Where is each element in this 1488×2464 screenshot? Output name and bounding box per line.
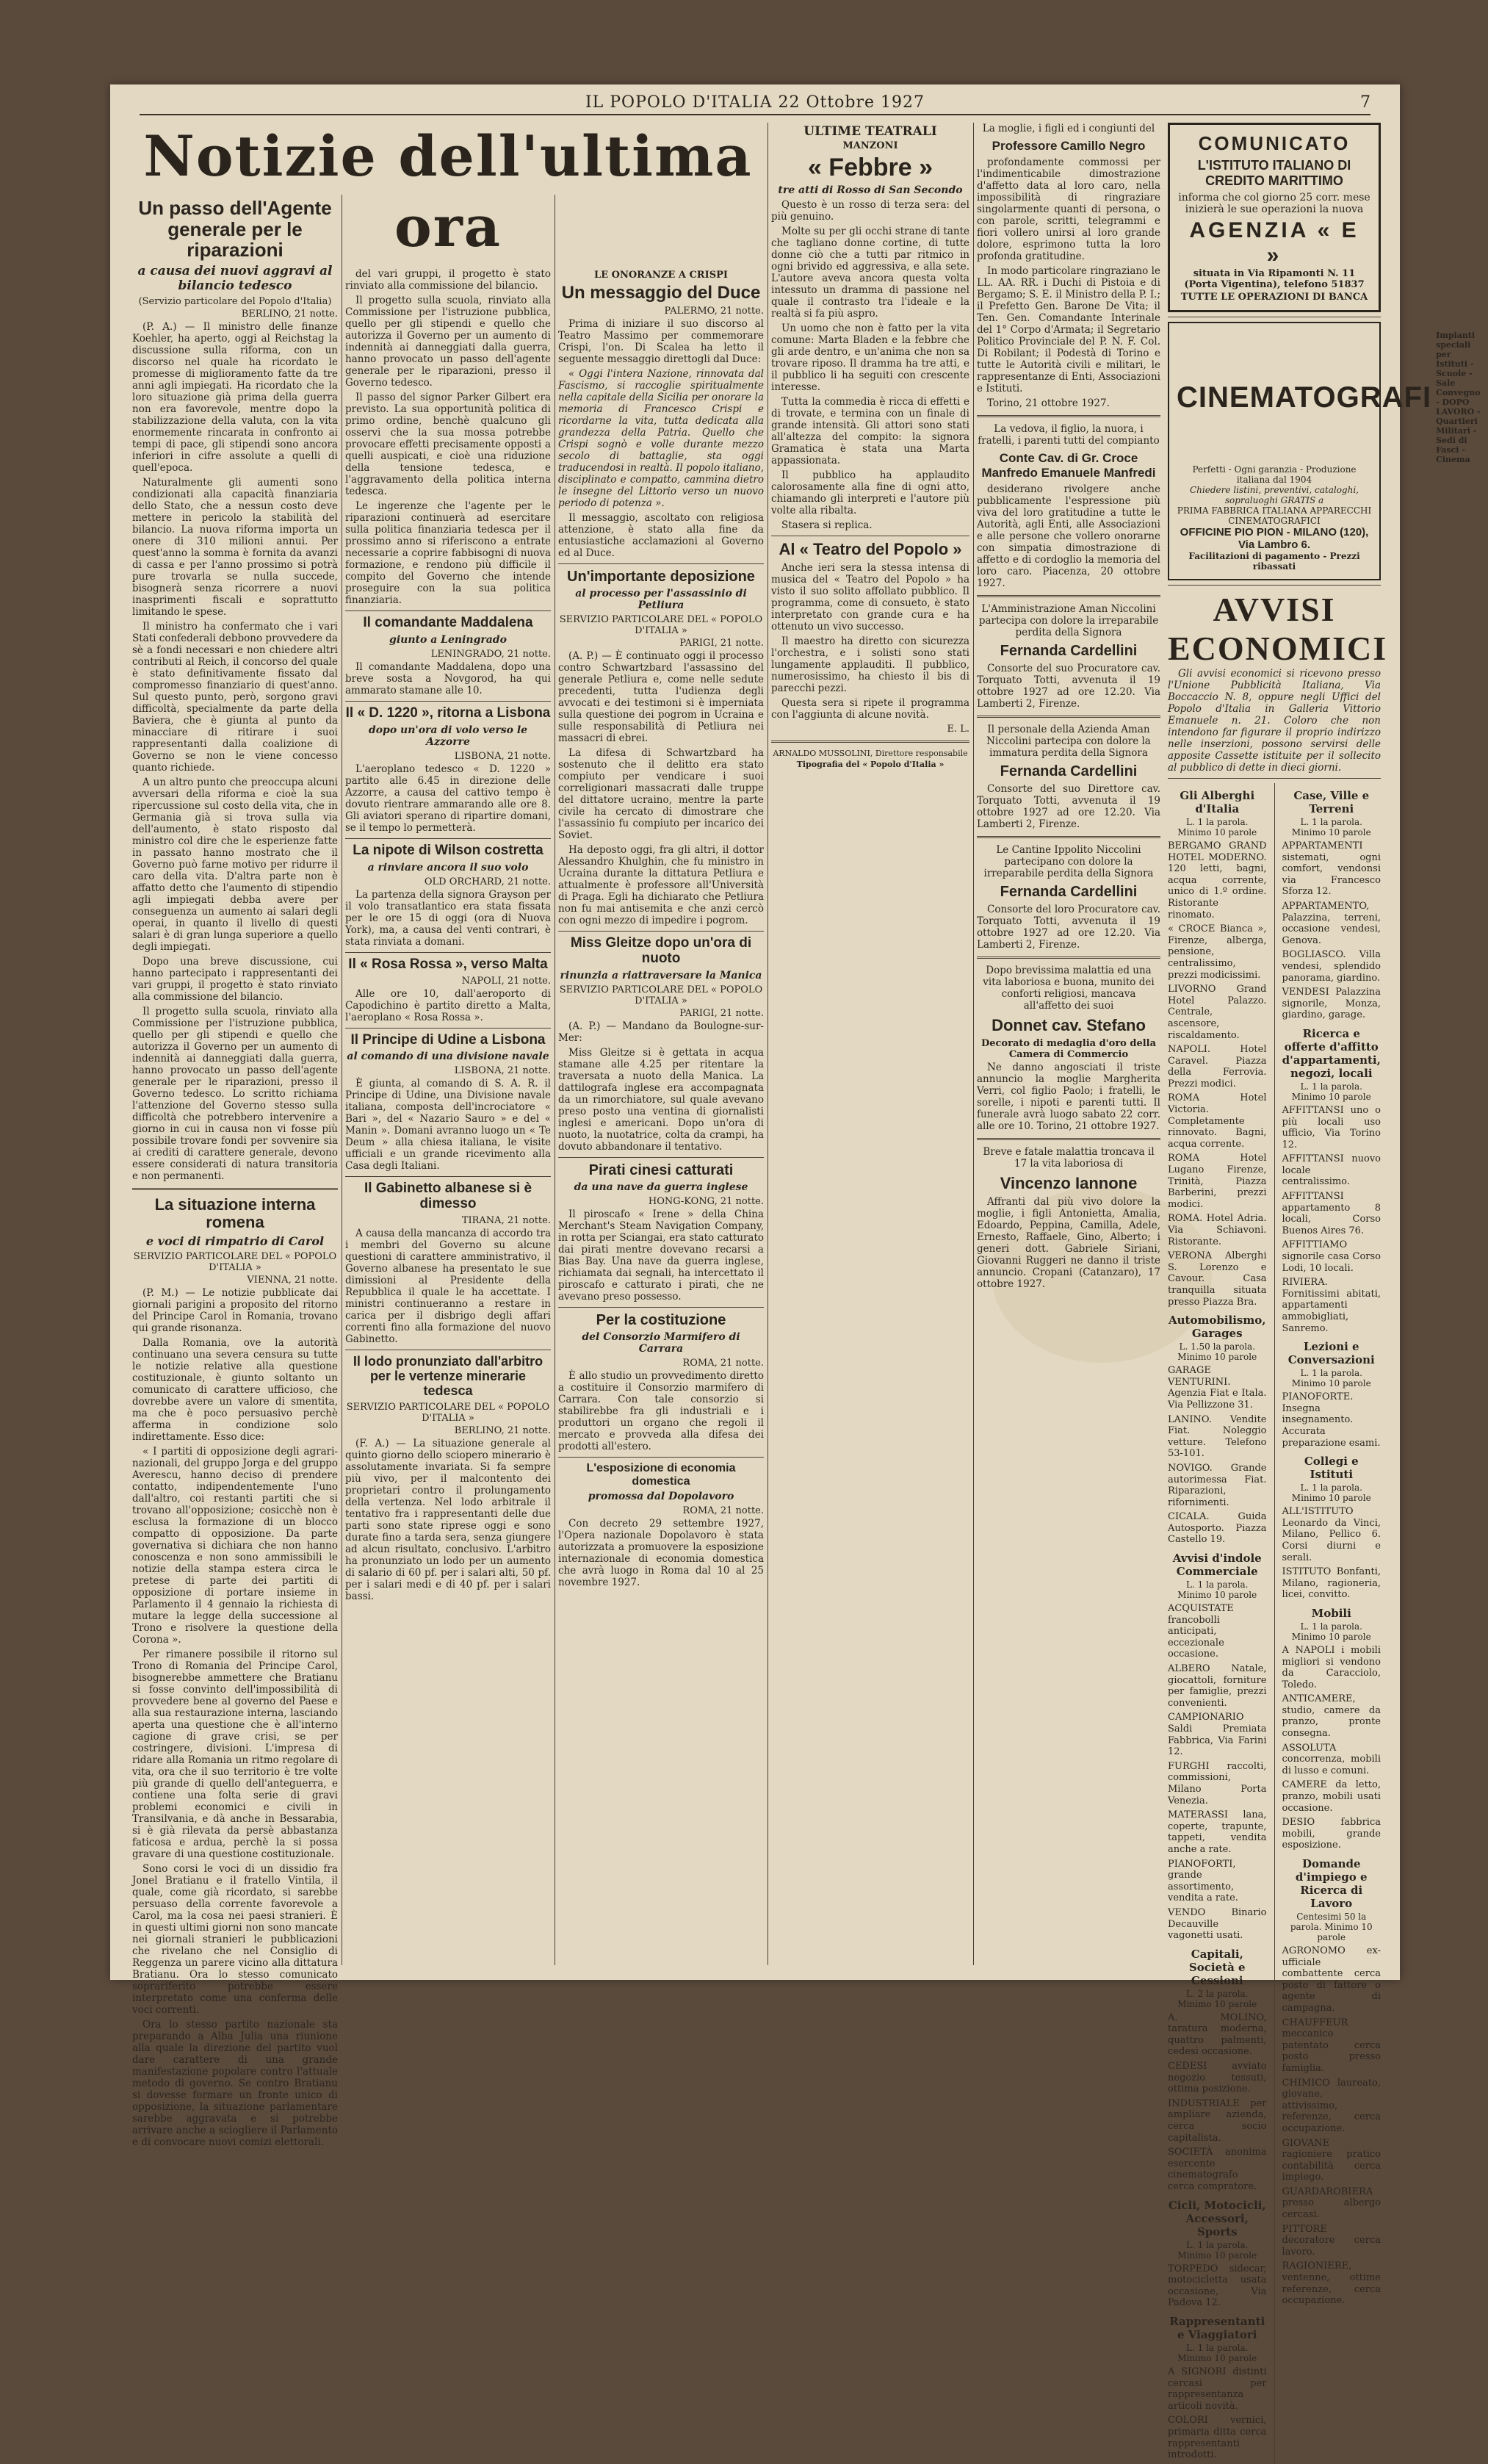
classified-ad: CAMERE da letto, pranzo, mobili usati occasione. (1282, 1779, 1381, 1814)
cinema-line: Chiedere listini, preventivi, cataloghi, sopraluoghi GRATIS a (1190, 485, 1359, 505)
dateline: PARIGI, 21 notte. (679, 638, 764, 649)
newspaper-page (110, 84, 1481, 2461)
article-paragraph: Il pubblico ha applaudito calorosamente alla fine di ogni atto, chiamando gli interpreti e l'autore più volte alla ribalta. (771, 469, 969, 517)
subhead: del Consorzio Marmifero di Carrara (582, 1331, 740, 1355)
headline-principe-udine: Il Principe di Udine a Lisbona (350, 1031, 546, 1048)
article-paragraph: Naturalmente gli aumenti sono condizionati alla capacità finanziaria dello Stato, che a nessun costo deve mettere in pericolo la stabilità del bilancio. La nuova riforma importa un onere di 310 milioni annui. Per quest'anno la somma è fornita da avanzi di cassa e per l'anno prossimo si potrà pure trovarla se nulla succede, bisognerà senza ricorrere a nuovi inasprimenti fiscali e soprattutto limitando le spese. (132, 476, 338, 618)
headline-esposizione: L'esposizione di economia domestica (586, 1462, 736, 1488)
obit-body: Affranti dal più vivo dolore la moglie, i figli Antonietta, Amalia, Edoardo, Peppina, Camilla, Adele, Ernesto, Raffaele, Gino, Alberto; i generi dott. Gabriele Siriani, Giovanni Ruggeri ne danno il triste annuncio. Cropani (Catanzaro), 17 ottobre 1927. (977, 1196, 1160, 1290)
classified-ad: ANTICAMERE, studio, camere da pranzo, pronte consegna. (1282, 1693, 1381, 1740)
subhead: dopo un'ora di volo verso le Azzorre (368, 724, 528, 748)
classified-category-title: Ricerca e offerte d'affitto d'appartamenti, negozi, locali (1282, 1026, 1381, 1080)
tipografia: Tipografia del « Popolo d'Italia » (796, 759, 945, 769)
classified-ad: ROMA Hotel Victoria. Completamente rinnovato. Bagni, acqua corrente. (1168, 1092, 1267, 1150)
article-paragraph: « Oggi l'intera Nazione, rinnovata dal Fascismo, si raccoglie spiritualmente nella capitale della Sicilia per onorare la memoria di Francesco Crispi e ricordarne la vita, tutta dedicata alla grandezza della Patria. Quello che Crispi sognò e volle durante mezzo secolo di battaglie, sta oggi traducendosi in realtà. Il popolo italiano, disciplinato e compatto, cammina dietro le insegne del Littorio verso un nuovo periodo di potenza ». (558, 368, 764, 510)
article-paragraph: Ha deposto oggi, fra gli altri, il dottor Alessandro Khulghin, che fu ministro in Ucraina durante la dittatura Petliura e attualmente è professore all'Università di Praga. Egli ha dichiarato che Petliura non fu mai antisemita e che anzi cercò con ogni mezzo di impedire i pogrom. (558, 844, 764, 927)
classified-ad: BOGLIASCO. Villa vendesi, splendido panorama, giardino. (1282, 949, 1381, 984)
classified-category-title: Gli Alberghi d'Italia (1180, 789, 1255, 815)
classified-category-title: Rappresentanti e Viaggiatori (1169, 2314, 1265, 2341)
dateline: TIRANA, 21 notte. (461, 1215, 551, 1227)
subhead: tre atti di Rosso di San Secondo (778, 184, 963, 197)
classified-category-title: Automobilismo, Garages (1169, 1314, 1266, 1341)
service-line: SERVIZIO PARTICOLARE DEL « POPOLO D'ITALIA » (346, 1401, 550, 1424)
obit-intro: Breve e fatale malattia troncava il 17 la vita laboriosa di (983, 1146, 1155, 1170)
article-paragraph: La partenza della signora Grayson per il volo transatlantico era stata fissata per le ore 15 di oggi (ora di Nuova York), ma, a causa del venti contrari, è stata rinviata a domani. (345, 888, 551, 948)
gerente: ARNALDO MUSSOLINI, Direttore responsabile (773, 748, 968, 758)
classified-ad: GARAGE VENTURINI. Agenzia Fiat e Itala. Via Pellizzone 31. (1168, 1365, 1267, 1411)
subhead: promossa dal Dopolavoro (588, 1491, 734, 1503)
headline-maddalena: Il comandante Maddalena (363, 615, 533, 630)
article-paragraph: Per rimanere possibile il ritorno sul Trono di Romania del Principe Carol, bisognerebbe ammettere che Bratianu si fosse convinto dell'impossibilità di provvedere bene al governo del Paese e alla sua restaurazione interna, lasciando aperta una questione che è all'interno cagione di grave crisi, se per costringere, divisioni. L'impresa di ridare alla Romania un ritmo regolare di vita, ora che il suo territorio è tre volte più grande di quello dell'anteguerra, e contiene una folta serie di gravi problemi economici e civili in Transilvania, e dà anche in Bessarabia, si è già rilevata da persè abbastanza faticosa e ardua, perchè la si possa gravare di una questione costituzionale. (132, 1649, 338, 1861)
classifieds-left (1168, 783, 1267, 2464)
classified-ad: DESIO fabbrica mobili, grande esposizione. (1282, 1817, 1381, 1851)
obit-intro: Il personale della Azienda Aman Niccolini partecipa con dolore la immatura perdita della Signora (986, 724, 1151, 759)
cinema-side: Impianti speciali per Istituti - Scuole - Sale Convegno - DOPO LAVORO - Quartieri Militari - Sedi di Fasci - Cinema (1436, 331, 1481, 464)
classified-ad: APPARTAMENTI sistemati, ogni comfort, vendonsi via Francesco Sforza 12. (1282, 840, 1381, 898)
classified-ad: RAGIONIERE, ventenne, ottime referenze, cerca occupazione. (1282, 2261, 1381, 2307)
obit-name: Fernanda Cardellini (1000, 643, 1138, 659)
obit-body: Torino, 21 ottobre 1927. (987, 397, 1110, 409)
classified-ad: PIANOFORTI, grande assortimento, vendita a rate. (1168, 1858, 1238, 1904)
article-paragraph: Il messaggio, ascoltato con religiosa attenzione, è stato alla fine da entusiastiche acclamazioni al Governo ed al Duce. (558, 512, 764, 560)
classified-ad: A SIGNORI distinti cercasi per rappresentanza articoli novità. (1168, 2366, 1267, 2412)
obit-name: Fernanda Cardellini (1000, 763, 1138, 779)
article-paragraph: (F. A.) — La situazione generale al quinto giorno dello sciopero minerario è assolutamente invariata. Si fa sempre più vivo, per il malcontento dei proprietari contro il prolungamento della vertenza. Nel lodo arbitrale il tentativo fra i rappresentanti delle due parti sono state riprese oggi e sono durate fino a tarda sera, senza giungere ad alcun risultato, conclusivo. L'arbitro ha pronunziato un lodo per un aumento di salario di 60 pf. per i salari alti, 50 pf. per i salari medi e di 40 pf. per i salari bassi. (345, 1437, 551, 1602)
cinema-line: PRIMA FABBRICA ITALIANA APPARECCHI CINEMATOGRAFICI (1177, 505, 1372, 526)
dateline: HONG-KONG, 21 notte. (648, 1196, 764, 1208)
article-paragraph: Molte su per gli occhi strane di tante che tagliano donne cortine, di tutte donne ciò che a tutti par ritmico in ogni brivido ed aggressiva, e alla sete. L'autore aveva ancora questa volta intessuto un dramma di passione nel quale il contrasto tra l'ideale e la realtà si fa più aspro. (771, 226, 969, 320)
article-paragraph: A un altro punto che preoccupa alcuni avversari della riforma e cioè la sua ripercussione sul costo della vita, che in Germania già si trova sulla via dell'aumento, è stato risposto dal ministro col dire che le esperienze fatte in passato hanno mostrato che il Governo può farne motivo per ridurre il caro della vita. D'altra parte non è affatto detto che l'aumento di stipendio agli impiegati debba avere per conseguenza un aumento ai salari degli operai, in quanto il livello di questi salari è di gran lunga superiore a quello degli impiegati. (132, 776, 338, 953)
classified-ad: A. MOLINO, taratura moderna, quattro palmenti, cedesi occasione. (1168, 2011, 1267, 2058)
classified-category-title: Case, Ville e Terreni (1293, 789, 1370, 815)
obit-intro: La moglie, i figli ed i congiunti del (982, 123, 1155, 134)
obit-body: Ne danno angosciati il triste annuncio la moglie Margherita Verri, col figlio Paolo; i fratelli, le sorelle, i nipoti e parenti tutti. Il funerale avrà luogo sabato 22 corr. alle ore 10. Torino, 21 ottobre 1927. (977, 1062, 1160, 1132)
classified-ad: GIOVANE ragioniere pratico contabilità cerca impiego. (1282, 2137, 1381, 2183)
headline-pirati: Pirati cinesi catturati (588, 1162, 734, 1179)
headline-carrara: Per la costituzione (596, 1312, 726, 1329)
classified-ad: AFFITTIAMO signorile casa Corso Lodi, 10 locali. (1282, 1239, 1381, 1274)
article-paragraph: Il ministro ha confermato che i vari Stati confederali debbono provvedere da sè a fondi necessari e non chiedere altri contributi al Reich, il concorso del quale è stato definitivamente fissato dal compromesso finanziario di quest'anno. Sul questo punto, però, sorgono gravi difficoltà, specialmente da parte della Baviera, che è giunta al punto da minacciare di ritirare i suoi rappresentanti dalla coalizione di Governo se non le viene concesso quanto richiede. (132, 620, 338, 774)
article-paragraph: Il piroscafo « Irene » della China Merchant's Steam Navigation Company, in rotta per Sciangai, era stato catturato dai pirati mentre dovevano recarsi a Bias Bay. Una nave da guerra inglese, richiamata dai segnali, ha intercettato il piroscafo e catturato i pirati, che ne avevano preso possesso. (558, 1208, 764, 1303)
article-paragraph: (P. A.) — Il ministro delle finanze Koehler, ha aperto, oggi al Reichstag la discussione sulla riforma, con un discorso nel quale ha ricordato le promesse di miglioramento fatte da tre anni agli impiegati. Ha ricordato che la loro situazione già prima della guerra non era favorevole, mentre dopo la stabilizzazione della valuta, con la vita enormemente rincarata in confronto ai tempi di pace, gli stipendi sono ancora inferiori in cifre assolute a quelli di quell'epoca. (132, 320, 338, 474)
obit-body: profondamente commossi per l'indimenticabile dimostrazione d'affetto data al loro caro, nella impossibilità di ringraziare singolarmente quanti di persona, o con parole, scritti, telegrammi e fiori vollero unirsi al loro grande dolore, esprimono tutta la loro profonda gratitudine. (977, 156, 1160, 262)
article-paragraph: Le ingerenze che l'agente per le riparazioni continuerà ad esercitare sulla politica finanziaria tedesca per il prossimo anno si riferiscono a entrate necessarie a coprire fabbisogni di nuova formazione, e rendono più difficile il compito del Governo che intende proseguire con la sua politica finanziaria. (345, 500, 551, 606)
dateline: PARIGI, 21 notte. (679, 1008, 764, 1020)
article-paragraph: Il progetto sulla scuola, rinviato alla Commissione per l'istruzione pubblica, quello per gli stipendi e quello che autorizza il Governo per un aumento di indennità ai danneggiati dalla guerra, hanno provocato un passo dell'agente generale per le riparazioni, presso il Governo tedesco. (345, 295, 551, 389)
classified-rate: L. 1 la parola. Minimo 10 parole (1291, 1081, 1371, 1102)
subhead-romania: e voci di rimpatrio di Carol (145, 1234, 325, 1249)
subhead: a rinviare ancora il suo volo (367, 861, 529, 873)
subhead: giunto a Leningrado (389, 633, 507, 646)
cinema-line: Facilitazioni di pagamento - Prezzi ribassati (1188, 551, 1360, 572)
classified-rate: L. 1 la parola. Minimo 10 parole (1291, 1621, 1371, 1642)
obit-sub: Decorato di medaglia d'oro della Camera di Commercio (980, 1038, 1157, 1060)
article-paragraph: Il comandante Maddalena, dopo una breve sosta a Novgorod, ha qui ammarato stamane alle 10. (345, 660, 551, 696)
classified-ad: SOCIETÀ anonima esercente cinematografo cerca compratore. (1168, 2147, 1267, 2192)
dateline: LENINGRADO, 21 notte. (430, 648, 551, 660)
classified-ad: « CROCE Bianca », Firenze, alberga, pensione, centralissimo, prezzi modicissimi. (1168, 923, 1267, 981)
classified-ad: LANINO. Vendite Fiat. Noleggio vetture. Telefono 53-101. (1168, 1413, 1267, 1460)
article-paragraph: (A. P.) — Mandano da Boulogne-sur-Mer: (558, 1020, 764, 1045)
classified-ad: ACQUISTATE francobolli anticipati, eccezionale occasione. (1168, 1603, 1234, 1660)
classified-rate: L. 1 la parola. Minimo 10 parole (1177, 2239, 1257, 2261)
obit-body: desiderano rivolgere anche pubblicamente l'espressione più viva del loro gratitudine a tutte le Autorità, agli Enti, alle Associazioni e alle persone che vollero onorarne con simpatia dimostrazione di affetto e di cordoglio la memoria del loro caro. Piacenza, 20 ottobre 1927. (977, 483, 1160, 589)
classified-ad: RIVIERA. Fornitissimi abitati, appartamenti ammobigliati, Sanremo. (1282, 1277, 1381, 1334)
agency-address: situata in Via Ripamonti N. 11 (Porta Vigentina), telefono 51837 (1184, 268, 1365, 290)
classified-rate: L. 1.50 la parola. Minimo 10 parole (1177, 1341, 1257, 1363)
cinema-sub: Perfetti - Ogni garanzia - Produzione italiana dal 1904 (1192, 464, 1357, 485)
article-paragraph: La difesa di Schwartzbard ha sostenuto che il delitto era stato compiuto per vendicare i suoi correligionari massacrati dalle truppe del dittatore ucraino, mentre la parte civile ha cercato di dimostrare che l'assassinio fu compiuto per incarico dei Soviet. (558, 747, 764, 842)
dateline: PALERMO, 21 notte. (664, 306, 764, 317)
article-paragraph: Questo è un rosso di terza sera: del più genuino. (771, 199, 969, 223)
service-line: (Servizio particolare del Popolo d'Italia) (138, 295, 332, 307)
classified-ad: ALBERO Natale, giocattoli, forniture per famiglie, prezzi convenienti. (1168, 1663, 1267, 1709)
dateline: ROMA, 21 notte. (682, 1358, 764, 1369)
service-line: SERVIZIO PARTICOLARE DEL « POPOLO D'ITALIA » (133, 1251, 337, 1274)
obit-name: Conte Cav. di Gr. Croce Manfredo Emanuele Manfredi (981, 451, 1156, 480)
headline-gleitze: Miss Gleitze dopo un'ora di nuoto (570, 935, 752, 967)
article-paragraph: Ora lo stesso partito nazionale sta preparando a Alba Julia una riunione alla quale la direzione del partito vuol dare carattere di una grande manifestazione popolare contro l'attuale metodo di governo. Se contro Bratianu si dovesse formare un fronte unico di opposizione, la situazione parlamentare sarebbe aggravata e si potrebbe arrivare anche a sciogliere il Parlamento e di convocare nuovi comizi elettorali. (132, 2019, 338, 2149)
classified-category-title: Avvisi d'indole Commerciale (1172, 1552, 1262, 1579)
article-paragraph: Prima di iniziare il suo discorso al Teatro Massimo per commemorare Crispi, l'on. Di Scalea ha letto il seguente messaggio direttogli dal Duce: (558, 318, 764, 366)
classified-ad: CICALA. Guida Autosporto. Piazza Castello 19. (1168, 1511, 1267, 1546)
cinema-title: CINEMATOGRAFI (1177, 381, 1432, 414)
classified-ad: NAPOLI. Hotel Caravel. Piazza della Ferrovia. Prezzi modici. (1168, 1044, 1267, 1089)
classified-ad: NOVIGO. Grande autorimessa Fiat. Riparazioni, rifornimenti. (1168, 1462, 1267, 1508)
avvisi-intro: Gli avvisi economici si ricevono presso l'Unione Pubblicità Italiana, Via Boccaccio N. 8, oppure negli Uffici del Popolo d'Italia in Galleria Vittorio Emanuele n. 21. Coloro che non intendono far figurare il proprio indirizzo nelle inserzioni, possono servirsi delle apposite Cassette istituite per il sollecito al pubblico di dette in dieci giorni. (1168, 668, 1381, 774)
classified-ad: ASSOLUTA concorrenza, mobili di lusso e comuni. (1282, 1742, 1381, 1776)
comunicato-title: COMUNICATO (1198, 132, 1351, 154)
page-number: 7 (1360, 93, 1370, 112)
column-obits (977, 123, 1160, 1965)
obit-intro: La vedova, il figlio, la nuora, i fratelli, i parenti tutti del compianto (978, 423, 1160, 447)
classified-rate: Centesimi 50 la parola. Minimo 10 parole (1290, 1912, 1373, 1942)
column-2 (345, 268, 551, 1965)
subhead: al comando di una divisione navale (347, 1051, 549, 1063)
obit-body: Consorte del loro Procuratore cav. Torquato Totti, avvenuta il 19 ottobre 1927 ad ore 12.20. Via Lamberti 2, Firenze. (977, 904, 1160, 951)
running-head-title: IL POPOLO D'ITALIA 22 Ottobre 1927 (585, 93, 925, 112)
dateline: OLD ORCHARD, 21 notte. (424, 876, 551, 887)
classified-ad: LIVORNO Grand Hotel Palazzo. Centrale, ascensore, riscaldamento. (1168, 984, 1267, 1041)
cinema-line: OFFICINE PIO PION - MILANO (120), Via Lambro 6. (1180, 526, 1369, 551)
subhead: da una nave da guerra inglese (574, 1181, 748, 1194)
cinema-ad (1168, 322, 1481, 580)
signature: E. L. (947, 723, 969, 735)
classified-ad: AFFITTANSI nuovo locale centralissimo. (1282, 1153, 1381, 1188)
classified-ad: VENDO Binario Decauville vagonetti usati. (1168, 1906, 1267, 1942)
headline-wilson: La nipote di Wilson costretta (353, 842, 543, 858)
headline-rosa-rossa: Il « Rosa Rossa », verso Malta (348, 956, 548, 972)
article-paragraph: Dopo una breve discussione, cui hanno partecipato i rappresentanti dei vari gruppi, il progetto è stato rinviato alla commissione del bilancio. (132, 955, 338, 1003)
classified-ad: CHIMICO laureato, giovane, attivissimo, referenze, cerca occupazione. (1282, 2077, 1381, 2134)
classified-ad: AFFITTANSI uno o più locali uso ufficio, Via Torino 12. (1282, 1104, 1381, 1150)
article-paragraph: del vari gruppi, il progetto è stato rinviato alla commissione del bilancio. (345, 268, 551, 292)
kicker: LE ONORANZE A CRISPI (594, 270, 728, 281)
article-paragraph: Alle ore 10, dall'aeroporto di Capodichino è partito diretto a Malta, l'aeroplano « Rosa Rossa ». (345, 987, 551, 1023)
dateline: LISBONA, 21 notte. (454, 750, 551, 762)
section-masthead: Notizie dell'ultima ora (143, 123, 753, 259)
classified-ad: AGRONOMO ex-ufficiale combattente cerca posto di fattore o agente di campagna. (1282, 1945, 1381, 2014)
classified-rate: L. 1 la parola. Minimo 10 parole (1177, 1579, 1257, 1601)
classified-ad: ALL'ISTITUTO Leonardo da Vinci, Milano, Pellico 6. Corsi diurni e serali. (1282, 1506, 1381, 1563)
obit-intro: Le Cantine Ippolito Niccolini partecipano con dolore la irreparabile perdita della Signora (983, 844, 1154, 879)
dateline: ROMA, 21 notte. (682, 1505, 764, 1517)
article-paragraph: Miss Gleitze si è gettata in acqua stamane alle 4.25 per ritentare la traversata a nuoto della Manica. La dattilografa inglese era accompagnata da un rimorchiatore, sul quale avevano preso posto una ventina di giornalisti inglesi e americani. Dopo un'ora di nuoto, la nuotatrice, colta da crampi, ha dovuto abbandonare il tentativo. (558, 1047, 764, 1153)
obit-intro: Dopo brevissima malattia ed una vita laboriosa e buona, munito dei conforti religiosi, mancava all'affetto dei suoi (983, 965, 1155, 1012)
classified-ad: A NAPOLI i mobili migliori si vendono da Caracciolo, Toledo. (1282, 1644, 1381, 1690)
article-paragraph: Un uomo che non è fatto per la vita comune: Marta Bladen e la febbre che gli arde dentro, e un'anima che non sa trovare riposo. Il dramma ha tre atti, e il pubblico li ha seguiti con crescente interesse. (771, 323, 969, 394)
avvisi-title: AVVISI ECONOMICI (1168, 591, 1388, 667)
obit-body: Consorte del suo Direttore cav. Torquato Totti, avvenuta il 19 ottobre 1927 ad ore 12.20. Via Lamberti 2, Firenze. (977, 783, 1160, 830)
dateline: BERLINO, 21 notte. (241, 308, 338, 320)
classified-category-title: Capitali, Società e Cessioni (1188, 1947, 1246, 1987)
article-paragraph: Il passo del signor Parker Gilbert era previsto. La sua opportunità politica di primo ordine, benchè qualcuno gli osservi che la sua mossa potrebbe provocare effetti precisamente opposti a quelli auspicati, e cioè una riduzione della tensione tedesca, e l'aggravamento della politica interna tedesca. (345, 392, 551, 497)
column-1 (132, 195, 338, 2149)
article-paragraph: È allo studio un provvedimento diretto a costituire il Consorzio marmifero di Carrara. Con tale consorzio si stabilirebbe fra gli industriali e i produttori un organo che regoli il mercato e provveda alla difesa dei prodotti all'estero. (558, 1370, 764, 1453)
headline-d1220: Il « D. 1220 », ritorna a Lisbona (345, 705, 551, 721)
article-paragraph: (A. P.) — È continuato oggi il processo contro Schwartzbard l'assassino del generale Petliura e, come nelle sedute precedenti, tutta l'udienza degli avvocati e dei testimoni si è imperniata sulla questione dei pogrom in Ucraina e sulle responsabilità di Petliura nei massacri di ebrei. (558, 650, 764, 745)
classified-ad: VERONA Alberghi S. Lorenzo e Cavour. Casa tranquilla situata presso Piazza Bra. (1168, 1250, 1267, 1308)
classified-ad: PIANOFORTE. Insegna insegnamento. Accurata preparazione esami. (1282, 1391, 1381, 1449)
article-paragraph: Questa sera si ripete il programma con l'aggiunta di alcune novità. (771, 696, 969, 721)
bank-notice (1168, 123, 1381, 312)
headline-riparazioni: Un passo dell'Agente generale per le riparazioni (138, 197, 332, 262)
obit-intro: L'Amministrazione Aman Niccolini partecipa con dolore la irreparabile perdita della Signora (978, 603, 1159, 638)
classified-ad: BERGAMO GRAND HOTEL MODERNO. 120 letti, bagni, acqua corrente, unico di 1.º ordine. Ristorante rinomato. (1168, 840, 1267, 921)
headline-romania: La situazione interna romena (154, 1195, 316, 1231)
obit-body: Consorte del suo Procuratore cav. Torquato Totti, avvenuta il 19 ottobre 1927 ad ore 12.20. Via Lamberti 2, Firenze. (977, 663, 1160, 710)
dateline: LISBONA, 21 notte. (454, 1065, 551, 1077)
classified-rate: L. 1 la parola. Minimo 10 parole (1177, 817, 1257, 837)
classified-category-title: Domande d'impiego e Ricerca di Lavoro (1295, 1857, 1368, 1910)
classified-ad: MATERASSI lana, coperte, trapunte, tappeti, vendita anche a rate. (1168, 1809, 1267, 1855)
headline-petliura: Un'importante deposizione (567, 569, 755, 586)
running-head (140, 92, 1370, 115)
classified-ad: PITTORE decoratore cerca lavoro. (1282, 2223, 1381, 2258)
column-4 (771, 123, 969, 1965)
obit-name: Fernanda Cardellini (1000, 884, 1138, 900)
article-paragraph: Stasera si replica. (781, 519, 873, 532)
agency-ops: TUTTE LE OPERAZIONI DI BANCA (1180, 292, 1368, 303)
column-3 (558, 268, 764, 1965)
dateline: BERLINO, 21 notte. (454, 1424, 551, 1436)
dateline: VIENNA, 21 notte. (247, 1275, 338, 1286)
classified-rate: L. 1 la parola. Minimo 10 parole (1291, 1483, 1371, 1504)
classified-ad: ROMA Hotel Lugano Firenze, Trinità, Piazza Barberini, prezzi modici. (1168, 1153, 1267, 1210)
classified-ad: TORPEDO sidecar, motocicletta usata occasione, Via Padova 12. (1168, 2263, 1267, 2309)
obit-name: Professore Camillo Negro (992, 139, 1146, 153)
service-line: SERVIZIO PARTICOLARE DEL « POPOLO D'ITALIA » (559, 984, 763, 1007)
ads-column (1168, 123, 1481, 2461)
agency-title: AGENZIA « E » (1189, 218, 1359, 267)
article-paragraph: Il progetto sulla scuola, rinviato alla Commissione per l'istruzione pubblica, quello per gli stipendi e quello che autorizza il Governo per un aumento di indennità ai danneggiati dalla guerra, hanno provocato un passo dell'agente generale per le riparazioni, presso il Governo tedesco. Lo scritto richiama l'attenzione del Governo stesso sulla difficoltà che potrebbero intervenire a giorno in cui in causa non vi fosse più possibile trovare fondi per sovvenire sia ai crediti di carattere generale, devono essere considerati di natura transitoria e non permanenti. (132, 1005, 338, 1182)
headline-febbre: « Febbre » (807, 154, 933, 181)
headline-duce: Un messaggio del Duce (561, 283, 761, 303)
obit-name: Donnet cav. Stefano (992, 1016, 1146, 1034)
headline-lodo: Il lodo pronunziato dall'arbitro per le vertenze minerarie tedesca (353, 1354, 543, 1398)
theatre-name: MANZONI (842, 140, 898, 151)
article-paragraph: Il maestro ha diretto con sicurezza l'orchestra, e i solisti sono stati lungamente applauditi. Il pubblico, numerosissimo, ha chiesto il bis di parecchi pezzi. (771, 635, 969, 694)
article-paragraph: È giunta, al comando di S. A. R. il Principe di Udine, una Divisione navale italiana, composta dell'incrociatore « Bari », del « Nazario Sauro » e del « Manin ». Domani avranno luogo un « Te Deum » alla chiesa italiana, le visite ufficiali e un grande ricevimento alla Casa degli Italiani. (345, 1078, 551, 1172)
obit-body: In modo particolare ringraziano le LL. AA. RR. i Duchi di Pistoia e di Bergamo; S. E. il Ministro della P. I.; il Prefetto Gen. Barone De Vita; il Ten. Gen. Comandante Interinale del 1° Corpo d'Armata; il Segretario Politico Provinciale del P. N. F. Col. Di Robilant; il Podestà di Torino e tutte le Autorità civili e militari, le rappresentanze di Enti, Associazioni e Istituti. (977, 265, 1160, 395)
classified-ad: ROMA. Hotel Adria. Via Schiavoni. Ristorante. (1168, 1213, 1267, 1247)
classified-ad: AFFITTANSI appartamento 8 locali, Corso Buenos Aires 76. (1282, 1191, 1381, 1236)
bank-name: L'ISTITUTO ITALIANO DI CREDITO MARITTIMO (1197, 158, 1351, 188)
article-paragraph: Tutta la commedia è ricca di effetti e di trovate, e termina con un finale di grande intensità. Gli attori sono stati all'altezza del compito: la signora Gramatica è stata una Marta appassionata. (771, 396, 969, 467)
article-paragraph: Anche ieri sera la stessa intensa di musica del « Teatro del Popolo » ha visto il suo solito affollato pubblico. Il programma, come di consueto, è stato interpretato con grande cura e ha ottenuto un vivo successo. (771, 561, 969, 633)
classified-ad: CHAUFFEUR meccanico patentato cerca posto presso famiglia. (1282, 2017, 1381, 2074)
classified-rate: L. 1 la parola. Minimo 10 parole (1291, 1368, 1371, 1389)
classified-ad: CEDESI avviato negozio tessuti, ottima posizione. (1168, 2061, 1267, 2095)
article-paragraph: A causa della mancanza di accordo tra i membri del Governo su alcune questioni di carattere amministrativo, il Governo albanese ha presentato le sue dimissioni al Presidente della Repubblica il quale le ha accettate. I ministri continueranno a restare in carica per il disbrigo degli affari correnti fino alla formazione del nuovo Gabinetto. (345, 1228, 551, 1346)
classified-category-title: Cicli, Motocicli, Accessori, Sports (1168, 2198, 1266, 2238)
article-paragraph: (P. M.) — Le notizie pubblicate dai giornali parigini a proposito del ritorno del Principe Carol in Romania, trovano qui grande risonanza. (132, 1287, 338, 1335)
subhead: rinunzia a riattraversare la Manica (560, 970, 762, 982)
subhead-riparazioni: a causa dei nuovi aggravi al bilancio tedesco (137, 263, 333, 293)
classified-rate: L. 1 la parola. Minimo 10 parole (1291, 817, 1371, 837)
dateline: NAPOLI, 21 notte. (461, 975, 551, 987)
classified-category-title: Lezioni e Conversazioni (1287, 1340, 1375, 1367)
headline-teatro-popolo: Al « Teatro del Popolo » (779, 540, 962, 559)
article-paragraph: Dalla Romania, ove la autorità continuano una severa censura su tutte le notizie relative alla questione costituzionale, è giunto soltanto un comunicato di carattere ufficioso, che dovrebbe avere un valore di smentita, ma che è poco persuasivo perchè afferma in condizione solo indirettamente. Esso dice: (132, 1337, 338, 1444)
classified-ad: APPARTAMENTO, Palazzina, terreni, occasione vendesi, Genova. (1282, 900, 1381, 946)
article-paragraph: Con decreto 29 settembre 1927, l'Opera nazionale Dopolavoro è stata autorizzata a promuovere la esposizione internazionale di economia domestica che avrà luogo in Roma dal 10 al 25 novembre 1927. (558, 1518, 764, 1589)
article-paragraph: L'aeroplano tedesco « D. 1220 » partito alle 6.45 in direzione delle Azzorre, a causa del cattivo tempo è dovuto rientrare ammarando alle ore 8. Gli aviatori sperano di ripartire domani, se il tempo lo permetterà. (345, 763, 551, 834)
classified-rate: L. 1 la parola. Minimo 10 parole (1177, 2342, 1257, 2363)
subhead: al processo per l'assassinio di Petliura (575, 588, 747, 612)
classified-rate: L. 2 la parola. Minimo 10 parole (1177, 1988, 1257, 2009)
classified-ad: ISTITUTO Bonfanti, Milano, ragioneria, licei, convitto. (1282, 1566, 1381, 1601)
article-paragraph: « I partiti di opposizione degli agrari-nazionali, del gruppo Jorga e del gruppo Averescu, hanno deciso di prendere contatto, indipendentemente l'uno dall'altro, coi restanti partiti che si trovano all'opposizione; cosicchè non è esclusa la formazione di un blocco compatto di opposizione. Da parte governativa si dichiara che non hanno conoscenza e non sono ammissibili le notizie della stampa estera circa le pretese di parte dei partiti di opposizione di portare insieme in Parlamento il 4 gennaio la richiesta di mutare la legge della successione al Trono e risolvere la questione della Corona ». (132, 1446, 338, 1646)
headline-albania: Il Gabinetto albanese si è dimesso (364, 1181, 532, 1212)
classified-ad: INDUSTRIALE per ampliare azienda, cerca socio capitalista. (1168, 2097, 1267, 2144)
classified-ad: FURGHI raccolti, commissioni, Milano Porta Venezia. (1168, 1760, 1267, 1806)
article-paragraph: Sono corsi le voci di un dissidio fra Jonel Bratianu e il fratello Vintila, il quale, come già ricordato, si sarebbe persuaso della corrente favorevole a Carol, ma la cosa nei paesi stranieri. È in questi ultimi giorni non sono mancate nei giornali stranieri le pubblicazioni che rivelano che nel Consiglio di Reggenza un parere vicino alla dittatura Bratianu. Ora lo stesso comunicato soprariferito potrebbe essere interpretato come una conferma delle voci correnti. (132, 1863, 338, 2017)
obit-name: Vincenzo Iannone (1000, 1174, 1138, 1192)
classified-ad: GUARDAROBIERA presso albergo cercasi. (1282, 2186, 1381, 2221)
classified-ad: CAMPIONARIO Saldi Premiata Fabbrica, Via Farini 12. (1168, 1712, 1267, 1758)
classified-category-title: Collegi e Istituti (1304, 1455, 1359, 1482)
classified-category-title: Mobili (1311, 1606, 1351, 1620)
bank-line: informa che col giorno 25 corr. mese inizierà le sue operazioni la nuova (1178, 192, 1370, 215)
classifieds-right (1282, 783, 1382, 2464)
classified-ad: COLORI vernici, primaria ditta cerca rappresentanti introdotti. (1168, 2415, 1267, 2461)
service-line: SERVIZIO PARTICOLARE DEL « POPOLO D'ITALIA » (559, 614, 763, 637)
kicker: ULTIME TEATRALI (803, 124, 937, 139)
classified-ad: VENDESI Palazzina signorile, Monza, giardino, garage. (1282, 987, 1381, 1021)
